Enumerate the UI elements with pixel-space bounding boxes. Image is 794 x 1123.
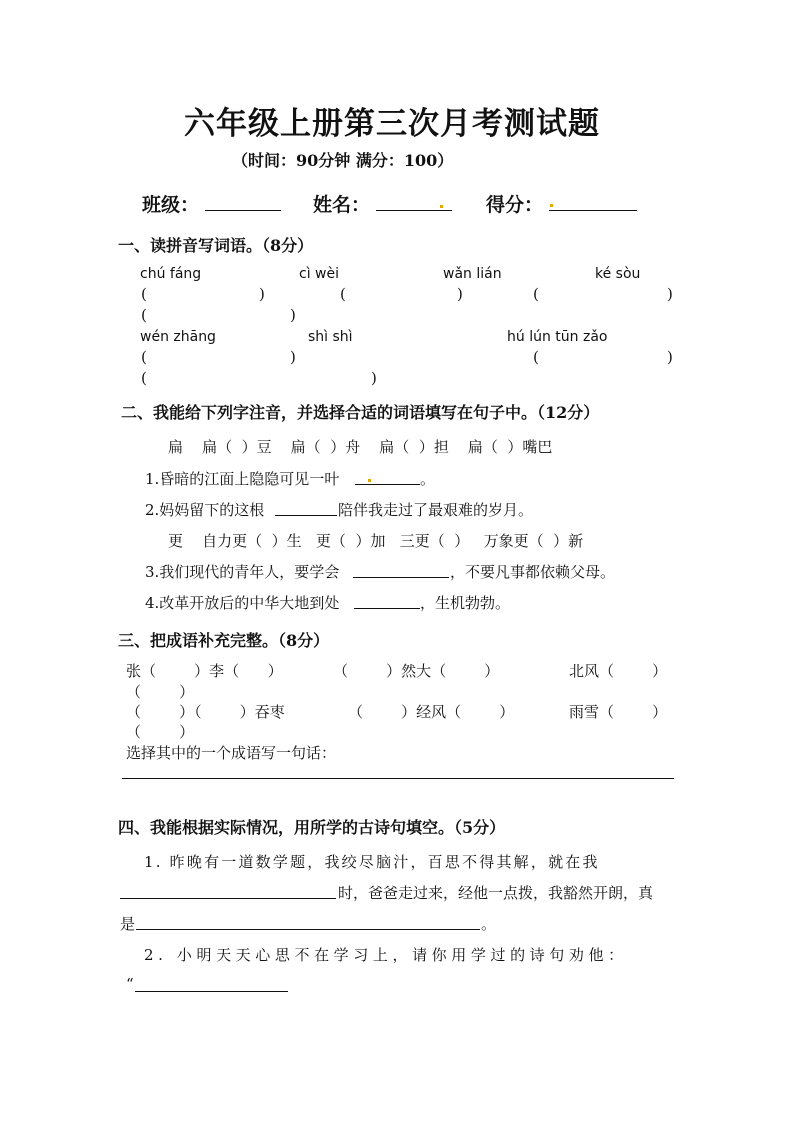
pinyin-3: wǎn lián [443,266,502,282]
name-label: 姓名： [313,194,371,216]
pinyin-2: cì wèi [299,266,339,282]
section-3-heading: 三、把成语补充完整。（8分） [118,631,330,650]
question-2-2-blank[interactable] [275,515,337,516]
idiom-4: （ ）（ ）吞枣 [126,703,285,721]
question-2-3-end: ，不要凡事都依赖父母。 [450,563,616,581]
pinyin-4: ké sòu [595,266,641,282]
question-2-1-blank[interactable] [355,484,420,485]
idiom-3: 北风（ ） [569,662,668,680]
sentence-prompt: 选择其中的一个成语写一句话： [126,744,337,762]
exam-info: （时间：90分钟 满分：100） [232,151,454,170]
pinyin-6: shì shì [308,329,353,345]
question-4-1-mid: 时，爸爸走过来，经他一点拨，我豁然开朗，真 [338,884,654,902]
mark-dot [440,205,443,208]
polyphone-row-geng: 更 自力更（ ）生 更（ ）加 三更（ ） 万象更（ ）新 [168,532,584,550]
mark-dot [550,204,553,207]
question-2-4-blank[interactable] [354,608,420,609]
mark-dot [368,479,371,482]
question-2-3-blank[interactable] [353,577,449,578]
section-2-heading: 二、我能给下列字注音，并选择合适的词语填写在句子中。（12分） [121,403,600,422]
class-label: 班级： [142,194,200,216]
pinyin-1: chú fáng [140,266,202,282]
answer-paren-close: ) [371,369,377,387]
question-4-1-blank-a[interactable] [120,898,336,899]
answer-paren-close: ) [290,306,296,324]
answer-paren-close: ) [457,285,463,303]
answer-paren-close: ) [259,285,265,303]
idiom-5: （ ）经风（ ） [348,703,515,721]
section-4-heading: 四、我能根据实际情况，用所学的古诗句填空。（5分） [118,818,506,837]
answer-paren-open: ( [340,285,346,303]
question-2-2-text: 2.妈妈留下的这根 [145,501,265,519]
score-label: 得分： [486,194,544,216]
question-2-1-end: 。 [420,470,436,488]
question-2-4-end: ，生机勃勃。 [420,594,511,612]
question-2-2-end: 陪伴我走过了最艰难的岁月。 [338,501,534,519]
question-4-2-quote: “ [126,975,134,993]
idiom-6-tail: （ ） [126,723,195,741]
section-1-heading: 一、读拼音写词语。（8分） [118,236,314,255]
answer-paren-open: ( [141,306,147,324]
answer-paren-close: ) [667,285,673,303]
question-4-1-shi: 是 [120,915,136,933]
answer-paren-open: ( [141,285,147,303]
answer-paren-open: ( [533,348,539,366]
score-blank[interactable] [549,210,637,211]
question-2-4-text: 4.改革开放后的中华大地到处 [145,594,340,612]
answer-paren-open: ( [533,285,539,303]
question-4-2-text: 2. 小明天天心思不在学习上，请你用学过的诗句劝他： [144,946,628,964]
polyphone-row-bian: 扁 扁（ ）豆 扁（ ）舟 扁（ ）担 扁（ ）嘴巴 [168,438,553,456]
page-title: 六年级上册第三次月考测试题 [184,106,600,142]
sentence-answer-line[interactable] [122,778,674,779]
answer-paren-close: ) [667,348,673,366]
question-2-1-text: 1.昏暗的江面上隐隐可见一叶 [145,470,340,488]
answer-paren-open: ( [141,369,147,387]
question-2-3-text: 3.我们现代的青年人，要学会 [145,563,340,581]
idiom-3-tail: （ ） [126,683,195,701]
name-blank[interactable] [376,210,452,211]
answer-paren-close: ) [290,348,296,366]
pinyin-5: wén zhāng [140,329,216,345]
idiom-1: 张（ ）李（ ） [126,662,283,680]
class-blank[interactable] [205,210,281,211]
answer-paren-open: ( [141,348,147,366]
idiom-6: 雨雪（ ） [569,703,668,721]
idiom-2: （ ）然大（ ） [333,662,500,680]
question-4-1-end: 。 [481,915,497,933]
pinyin-7: hú lún tūn zǎo [507,329,608,345]
question-4-1-blank-b[interactable] [136,929,480,930]
question-4-2-blank[interactable] [135,991,288,992]
question-4-1-text: 1. 昨晚有一道数学题，我绞尽脑汁，百思不得其解，就在我 [144,853,600,871]
